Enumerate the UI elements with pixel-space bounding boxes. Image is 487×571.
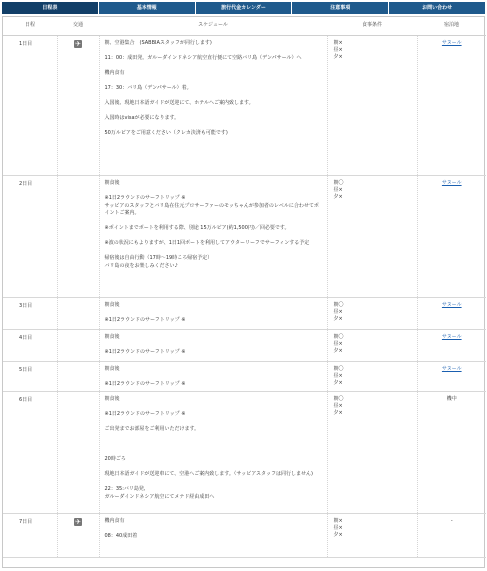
schedule-line [105, 310, 321, 318]
day-label: 7日目 [3, 514, 57, 558]
meal-condition: 朝〇 [333, 302, 344, 308]
transport-cell [57, 514, 99, 558]
meal-condition: 朝〇 [333, 366, 344, 372]
schedule-line [105, 419, 321, 427]
schedule-line [105, 233, 321, 241]
hotel-cell [417, 392, 486, 514]
meal-condition: 夕× [333, 54, 343, 60]
meal-condition: 昼× [333, 309, 343, 315]
schedule-line: ※1日2ラウンドのサーフトリップ ※ [104, 411, 186, 417]
schedule-line [105, 479, 321, 487]
schedule-line: 50万ルピアをご用意ください（クレカ決済も可能です) [104, 130, 228, 136]
schedule-cell [99, 392, 327, 514]
schedule-line [105, 441, 321, 449]
schedule-line: サッビアのスタッフとバリ島在住元プロサーファーのモッちゃんが参加者のレベルに合わせてポイントご案内。 [104, 202, 319, 216]
schedule-line [105, 434, 321, 442]
hotel-link[interactable]: サヌール [441, 302, 462, 308]
day-label: 2日目 [3, 176, 57, 298]
hotel-link[interactable]: サヌール [441, 366, 462, 372]
meal-condition: 朝〇 [333, 334, 344, 340]
schedule-line [105, 48, 321, 56]
schedule-line: 朝食後 [104, 180, 120, 186]
schedule-line [105, 108, 321, 116]
schedule-line: 22：35:バリ島発, [104, 486, 146, 492]
schedule-cell [99, 514, 327, 558]
table-row [3, 330, 486, 362]
meal-condition: 夕× [333, 410, 343, 416]
table-row [3, 36, 486, 176]
schedule-line: ※1日2ラウンドのサーフトリップ ※ [104, 317, 186, 323]
meal-condition: 夕× [333, 316, 343, 322]
schedule-line: 20時ごろ [104, 456, 126, 462]
header-transport: 交通 [57, 17, 99, 36]
tab-price-calendar[interactable]: 旅行代金カレンダー [196, 2, 293, 14]
meals-cell [327, 392, 417, 514]
day-label: 1日目 [3, 36, 57, 176]
tab-itinerary[interactable]: 日程表 [2, 2, 99, 14]
schedule-line: 08：40成田着 [104, 533, 138, 539]
meal-condition: 夕× [333, 194, 343, 200]
transport-cell [57, 36, 99, 176]
schedule-cell [99, 36, 327, 176]
schedule-line [105, 464, 321, 472]
meals-cell [327, 298, 417, 330]
hotel-cell [417, 298, 486, 330]
hotel-cell [417, 36, 486, 176]
schedule-line [105, 449, 321, 457]
header-meals: 食事条件 [327, 17, 417, 36]
schedule-line [105, 526, 321, 534]
hotel-cell [417, 514, 486, 558]
schedule-line [105, 63, 321, 71]
header-date: 日程 [3, 17, 57, 36]
hotel-link[interactable]: サヌール [441, 40, 462, 46]
schedule-line: 入国時はvisaが必要になります。 [104, 115, 180, 121]
schedule-line: 朝、空港集合 (SABBIAスタッフが同行します) [104, 40, 212, 46]
schedule-line [105, 188, 321, 196]
schedule-line: 朝食後 [104, 302, 120, 308]
schedule-line: 朝食後 [104, 366, 120, 372]
tab-basic-info[interactable]: 基本情報 [99, 2, 196, 14]
meals-cell [327, 362, 417, 392]
hotel-text: 機中 [446, 396, 457, 402]
meal-condition: 朝〇 [333, 396, 344, 402]
schedule-cell [99, 298, 327, 330]
meal-condition: 朝× [333, 40, 343, 46]
schedule-line: 帰宿後は自由行動（17時～19時ころ帰宿予定） [104, 255, 213, 261]
table-row [3, 176, 486, 298]
tab-notes[interactable]: 注意事項 [292, 2, 389, 14]
hotel-cell [417, 176, 486, 298]
meals-cell [327, 330, 417, 362]
header-schedule: スケジュール [99, 17, 327, 36]
schedule-line [105, 93, 321, 101]
header-hotel: 宿泊地 [417, 17, 486, 36]
meal-condition: 昼× [333, 373, 343, 379]
hotel-cell [417, 330, 486, 362]
schedule-cell [99, 362, 327, 392]
plane-icon: ✈ [75, 518, 81, 526]
day-label: 6日目 [3, 392, 57, 514]
schedule-line: バリ島の夜をお楽しみください♪ [104, 262, 178, 269]
tab-bar [2, 2, 485, 14]
schedule-line: ※波の状況にもよりますが、1日1回ボートを利用してアウターリーフでサーフィンする予定 [104, 240, 310, 246]
meal-condition: 夕× [333, 380, 343, 386]
schedule-line: ご出発までお部屋をご利用いただけます。 [104, 426, 200, 432]
meal-condition: 昼× [333, 187, 343, 193]
transport-cell [57, 298, 99, 330]
transport-cell [57, 392, 99, 514]
schedule-line [105, 404, 321, 412]
schedule-line [105, 248, 321, 256]
meal-condition: 昼× [333, 47, 343, 53]
schedule-cell [99, 176, 327, 298]
transport-cell [57, 362, 99, 392]
hotel-text: - [450, 518, 453, 524]
schedule-line [105, 342, 321, 350]
meal-condition: 昼× [333, 341, 343, 347]
table-row [3, 392, 486, 514]
day-label: 4日目 [3, 330, 57, 362]
schedule-line: 入国後、現地日本語ガイドが送迎にて、ホテルへご案内致します。 [104, 100, 254, 106]
table-row [3, 298, 486, 330]
meal-condition: 昼× [333, 525, 343, 531]
table-header-row [3, 17, 486, 36]
schedule-line: ※1日2ラウンドのサーフトリップ ※ [104, 195, 186, 201]
schedule-line [105, 374, 321, 382]
schedule-line: 17：30：バリ島（デンパサール）着。 [104, 85, 192, 91]
meals-cell [327, 514, 417, 558]
schedule-cell [99, 330, 327, 362]
table-row [3, 362, 486, 392]
schedule-line [105, 78, 321, 86]
itinerary-table [3, 17, 486, 558]
schedule-line: 機内食有 [104, 518, 125, 524]
transport-cell [57, 176, 99, 298]
schedule-line: 11：00：成田発。ガルーダインドネシア航空直行便にて空路バリ島（デンパサール）へ [104, 55, 302, 61]
hotel-cell [417, 362, 486, 392]
itinerary-table-container [2, 16, 485, 568]
meal-condition: 夕× [333, 348, 343, 354]
schedule-line: ※ポイントまでボートを利用する際、別途 15万ルピア(約1,500円)／回必要です。 [104, 225, 290, 231]
schedule-line: 機内食有 [104, 70, 125, 76]
meals-cell [327, 36, 417, 176]
transport-cell [57, 330, 99, 362]
meal-condition: 昼× [333, 403, 343, 409]
meal-condition: 朝〇 [333, 180, 344, 186]
tab-contact[interactable]: お問い合わせ [389, 2, 485, 14]
plane-icon: ✈ [75, 40, 81, 48]
day-label: 3日目 [3, 298, 57, 330]
schedule-line: ガルーダインドネシア航空にてメナド経由成田へ [104, 493, 215, 500]
hotel-link[interactable]: サヌール [441, 334, 462, 340]
schedule-line: 朝食後 [104, 396, 120, 402]
hotel-link[interactable]: サヌール [441, 180, 462, 186]
meals-cell [327, 176, 417, 298]
schedule-line: ※1日2ラウンドのサーフトリップ ※ [104, 381, 186, 387]
schedule-line: 朝食後 [104, 334, 120, 340]
meal-condition: 朝× [333, 518, 343, 524]
schedule-line: ※1日2ラウンドのサーフトリップ ※ [104, 349, 186, 355]
meal-condition: 夕× [333, 532, 343, 538]
schedule-line [105, 218, 321, 226]
day-label: 5日目 [3, 362, 57, 392]
schedule-line: 現地日本語ガイドが送迎車にて、空港へご案内致します。（サッビアスタッフは同行しません) [104, 471, 314, 477]
table-row [3, 514, 486, 558]
schedule-line [105, 123, 321, 131]
